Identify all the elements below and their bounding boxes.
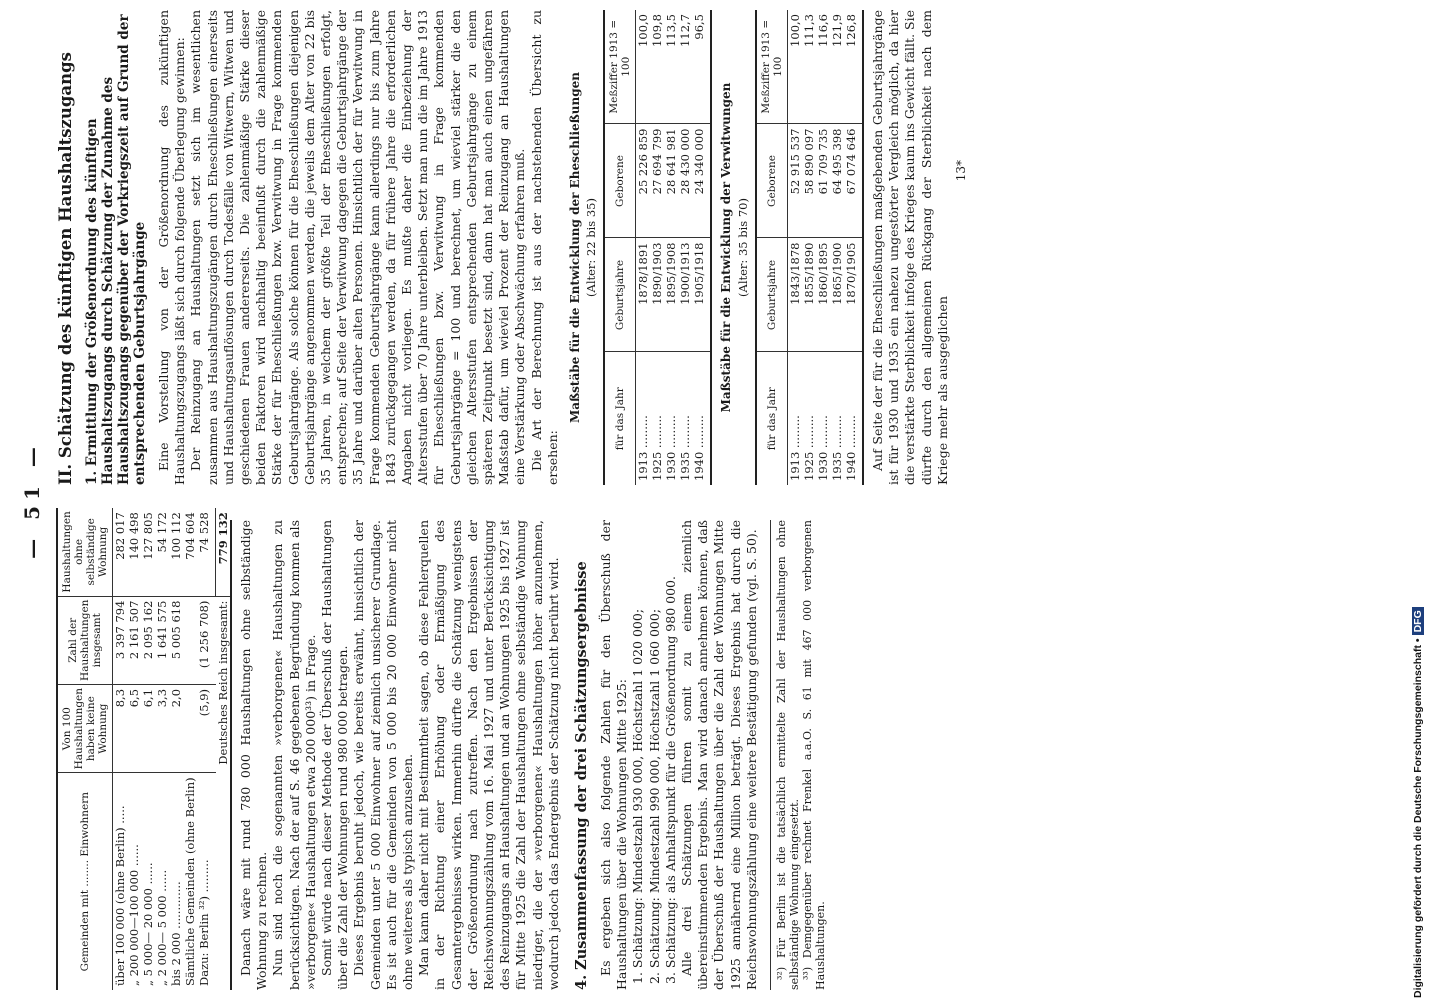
page-number: — 51 — bbox=[20, 441, 44, 559]
table2-cell: 28 641 981 bbox=[664, 124, 678, 238]
marriages-table bbox=[603, 10, 712, 485]
right-para-4: Auf Seite der für die Eheschließungen maßgebenden Geburtsjahrgänge ist für 1930 und 1935 ein nahezu ungestörter Vergleich möglich, da hier die verstärkte Sterblichkeit infolge des Krieges kaum ins Gewicht fällt. Sie dürfte durch den allgemeinen Rückgang der Sterblichkeit nach dem Kriege mehr als ausgeglichen bbox=[869, 10, 950, 485]
right-para-3: Die Art der Berechnung ist aus der nachstehenden Übersicht zu ersehen: bbox=[528, 10, 560, 485]
table2-cell: 27 694 799 bbox=[650, 124, 664, 238]
estimate-2: 2. Schätzung: Mindestzahl 990 000, Höchstzahl 1 060 000; bbox=[646, 608, 662, 984]
table2-subcaption: (Alter: 22 bis 35) bbox=[584, 198, 599, 297]
table1-cell: 100 112 bbox=[169, 508, 183, 596]
table3-cell: 100,0 bbox=[787, 10, 802, 124]
table2-cell: 1895/1908 bbox=[664, 238, 678, 352]
table3-cell: 126,8 bbox=[844, 10, 862, 124]
table1-cell: „ 5 000— 20 000 ...... bbox=[141, 862, 155, 986]
left-para-2: Nun sind noch die sogenannten »verborgenen« Haushaltungen zu berücksichtigen. Nach der auf S. 46 gegebenen Begründung kommen als »verborgene« Haushaltungen etwa 200 000³³) in Frage. bbox=[270, 520, 318, 990]
table1-header-0: Gemeinden mit ........ Einwohnern bbox=[57, 773, 113, 990]
table1-cell: 6,1 bbox=[141, 684, 155, 772]
left-para-5: Man kann daher nicht mit Bestimmtheit sagen, ob diese Fehlerquellen in der Richtung einer Erhöhung oder Ermäßigung des Gesamtergebnisses wirken. Immerhin dürfte die Schätzung wenigstens der Größenordnung nach zutreffen. Nach den Ergebnissen der Reichswohnungszählung vom 16. Mai 1927 und unter Berücksichtigung des Reinzugangs an Haushaltungen und an Wohnungen 1925 bis 1927 ist für Mitte 1925 die Zahl der Haushaltungen ohne selbständige Wohnung niedriger, die der »verborgenen« Haushaltungen höher anzunehmen, wodurch jedoch das Endergebnis der Schätzung nicht berührt wird. bbox=[416, 520, 561, 990]
table2-cell: 1890/1903 bbox=[650, 238, 664, 352]
table1-cell: 2,0 bbox=[169, 684, 183, 772]
table2-row bbox=[636, 10, 651, 485]
table2-header-1: Geburtsjahre bbox=[604, 238, 636, 352]
table2-cell: 1930 ......... bbox=[664, 415, 679, 481]
table2-row bbox=[692, 10, 710, 485]
table2-cell: 28 430 000 bbox=[678, 124, 692, 238]
table3-cell: 121,9 bbox=[830, 10, 844, 124]
table3-cell: 1913 ......... bbox=[787, 415, 802, 481]
table1-cell: 8,3 bbox=[113, 684, 128, 772]
table1-cell: 282 017 bbox=[113, 508, 128, 596]
table1-cell: 140 498 bbox=[127, 508, 141, 596]
rotated-page bbox=[20, 10, 1410, 990]
table1-row bbox=[127, 508, 141, 990]
table2-cell: 96,5 bbox=[692, 10, 710, 124]
table3-cell: 1925 ......... bbox=[801, 415, 816, 481]
table3-header-1: Geburtsjahre bbox=[756, 238, 788, 352]
table3-cell: 52 915 537 bbox=[787, 124, 802, 238]
table3-row bbox=[830, 10, 844, 485]
table1-row bbox=[169, 508, 183, 990]
table2-cell: 1925 ......... bbox=[650, 415, 665, 481]
table3-caption: Maßstäbe für die Entwicklung der Verwitwungen bbox=[719, 82, 734, 413]
table1-row bbox=[155, 508, 169, 990]
table3-cell: 1855/1890 bbox=[802, 238, 816, 352]
table3-header-3: Meßziffer 1913 = 100 bbox=[756, 10, 788, 124]
estimate-1: 1. Schätzung: Mindestzahl 930 000, Höchstzahl 1 020 000; bbox=[630, 608, 646, 984]
table2-cell: 1905/1918 bbox=[692, 238, 710, 352]
left-para-4: Dieses Ergebnis beruht jedoch, wie bereits erwähnt, hinsichtlich der Gemeinden unter 5 000 Einwohner auf ziemlich unsicherer Grundlage. Es ist auch für die Gemeinden von 5 000 bis 20 000 Einwohner nicht ohne weiteres als typisch anzusehen. bbox=[351, 520, 416, 990]
footnote-33: ³³) Demgegenüber rechnet Frenkel a.a.O. S. 61 mit 467 000 verborgenen Haushaltungen. bbox=[801, 520, 828, 990]
table1-row bbox=[183, 508, 197, 990]
table3-row bbox=[802, 10, 816, 485]
section-4-title: 4. Zusammenfassung der drei Schätzungsergebnisse bbox=[573, 561, 591, 990]
table1-cell: 2 095 162 bbox=[141, 596, 155, 684]
table1-cell: 2 161 507 bbox=[127, 596, 141, 684]
table1-cell: „ 2 000— 5 000 ...... bbox=[155, 869, 169, 986]
table1-row bbox=[141, 508, 155, 990]
table2-cell: 25 226 859 bbox=[636, 124, 651, 238]
table1-cell: Sämtliche Gemeinden (ohne Berlin) bbox=[183, 777, 197, 986]
table2-cell: 24 340 000 bbox=[692, 124, 710, 238]
table3-row bbox=[816, 10, 830, 485]
table1-cell: „ 200 000—100 000 ...... bbox=[127, 844, 141, 986]
table2-cell: 1900/1913 bbox=[678, 238, 692, 352]
table3-cell: 61 709 735 bbox=[816, 124, 830, 238]
table1-total-label: Deutsches Reich insgesamt: bbox=[215, 600, 230, 765]
table3-cell: 1935 ......... bbox=[829, 415, 844, 481]
table2-cell: 112,7 bbox=[678, 10, 692, 124]
table2-row bbox=[678, 10, 692, 485]
table1-row bbox=[113, 508, 128, 990]
table1-cell: 54 172 bbox=[155, 508, 169, 596]
table3-cell: 1843/1878 bbox=[787, 238, 802, 352]
table3-cell: 116,6 bbox=[816, 10, 830, 124]
table3-header-2: Geborene bbox=[756, 124, 788, 238]
sponsor-caption: Digitalisierung gefördert durch die Deutsche Forschungsgemeinschaft • bbox=[1412, 638, 1424, 998]
table3-row bbox=[787, 10, 802, 485]
table3-cell: 1870/1905 bbox=[844, 238, 862, 352]
table1-cell: 704 604 bbox=[183, 508, 197, 596]
table2-caption: Maßstäbe für die Entwicklung der Eheschließungen bbox=[568, 72, 583, 423]
left-para-1: Danach wäre mit rund 780 000 Haushaltungen ohne selbständige Wohnung zu rechnen. bbox=[238, 520, 270, 990]
table1-cell: 6,5 bbox=[127, 684, 141, 772]
table1-cell: 1 641 575 bbox=[155, 596, 169, 684]
table1-cell: über 100 000 (ohne Berlin) ..... bbox=[113, 805, 127, 986]
table2-cell: 100,0 bbox=[636, 10, 651, 124]
table2-cell: 113,5 bbox=[664, 10, 678, 124]
right-column bbox=[56, 10, 969, 485]
table3-cell: 111,3 bbox=[802, 10, 816, 124]
table3-header-0: für das Jahr bbox=[756, 352, 788, 485]
sponsor-text bbox=[1412, 8, 1424, 998]
sponsor-sidebar bbox=[1412, 8, 1430, 998]
section-2-title: II. Schätzung des künftigen Haushaltszugangs bbox=[56, 52, 75, 485]
table3-cell: 1865/1900 bbox=[830, 238, 844, 352]
table2-row bbox=[664, 10, 678, 485]
table1-cell: Dazu: Berlin ³²) ......... bbox=[197, 859, 212, 986]
table3-cell: 1930 ......... bbox=[815, 415, 830, 481]
table1-cell: (5,9) bbox=[197, 684, 216, 772]
table3-cell: 1860/1895 bbox=[816, 238, 830, 352]
dfg-logo: DFG bbox=[1412, 607, 1424, 635]
table1-cell: bis 2 000 ............. bbox=[169, 881, 183, 986]
table1-cell: 3,3 bbox=[155, 684, 169, 772]
table1-total-value: 779 132 bbox=[216, 508, 231, 596]
footnote-32: ³²) Für Berlin ist die tatsächlich ermittelte Zahl der Haushaltungen ohne selbständige Wohnung eingesetzt. bbox=[775, 520, 802, 990]
table1-header-2: Zahl der Haushaltungen insgesamt bbox=[57, 596, 113, 684]
table3-subcaption: (Alter: 35 bis 70) bbox=[735, 198, 750, 297]
right-para-1: Eine Vorstellung von der Größenordnung des zukünftigen Haushaltungszugangs läßt sich durch folgende Überlegung gewinnen: bbox=[156, 10, 188, 485]
table1-cell: (1 256 708) bbox=[197, 596, 216, 684]
table2-cell: 1940 ......... bbox=[692, 415, 707, 481]
right-para-2: Der Reinzugang an Haushaltungen setzt sich im wesentlichen zusammen aus Haushaltungszugängen durch Eheschließungen einerseits und Haushaltungsauflösungen durch Todesfälle von Witwern, Witwen und geschiedenen Frauen andererseits. Die zahlenmäßige Stärke dieser beiden Faktoren wird nachhaltig beeinflußt durch die zahlenmäßige Stärke der für Eheschließungen bzw. Verwitwung in Frage kommenden Geburtsjahrgänge. Als solche können für die Eheschließungen diejenigen Geburtsjahrgänge angenommen werden, die jeweils dem Alter von 22 bis 35 Jahren, in welchem der größte Teil der Eheschließungen erfolgt, entsprechen; auf Seite der Verwitwung dagegen die Geburtsjahrgänge der 35 Jahre und darüber alten Personen. Hinsichtlich der für Verwitwung in Frage kommenden Geburtsjahrgänge kann allerdings nur bis zum Jahre 1843 zurückgegangen werden, da für frühere Jahre die erforderlichen Angaben nicht vorliegen. Es mußte daher die Einbeziehung der Altersstufen über 70 Jahre unterbleiben. Setzt man nun die im Jahre 1913 für Eheschließungen bzw. Verwitwung in Frage kommenden Geburtsjahrgänge = 100 und berechnet, um wieviel stärker die den gleichen Altersstufen entsprechenden Geburtsjahrgänge zu einem späteren Zeitpunkt besetzt sind, dann hat man auch einen ungefähren Maßstab dafür, um wieviel Prozent der Reinzugang an Haushaltungen eine Verstärkung oder Abschwächung erfahren muß. bbox=[188, 10, 528, 485]
table2-cell: 109,8 bbox=[650, 10, 664, 124]
left-para-6: Es ergeben sich also folgende Zahlen für den Überschuß der Haushaltungen über die Wohnungen Mitte 1925: bbox=[598, 520, 630, 990]
households-table bbox=[56, 511, 232, 990]
table1-row bbox=[197, 508, 216, 990]
table1-cell: 74 528 bbox=[197, 508, 216, 596]
table3-cell: 1940 ......... bbox=[843, 415, 858, 481]
left-para-3: Somit würde nach dieser Methode der Überschuß der Haushaltungen über die Zahl der Wohnungen rund 980 000 betragen. bbox=[319, 520, 351, 990]
table2-header-0: für das Jahr bbox=[604, 352, 636, 485]
table2-cell: 1935 ......... bbox=[678, 415, 693, 481]
table2-row bbox=[650, 10, 664, 485]
table1-header-3: Haushaltungen ohne selbständige Wohnung bbox=[57, 508, 113, 596]
table1-cell bbox=[183, 596, 197, 684]
table2-cell: 1913 ......... bbox=[636, 415, 651, 481]
left-column bbox=[56, 511, 828, 990]
subsection-1-title: 1. Ermittlung der Größenordnung des künftigen Haushaltszugangs durch Schätzung der Zunahme des Haushaltszugangs gegenüber der Vorkriegszeit auf Grund der entsprechenden Geburtsjahrgänge bbox=[84, 14, 148, 485]
footnotes bbox=[770, 520, 827, 990]
left-para-7: Alle drei Schätzungen führen somit zu einem ziemlich übereinstimmenden Ergebnis. Man wird danach annehmen können, daß der Überschuß der Haushaltungen über die Zahl der Wohnungen Mitte 1925 annähernd eine Million beträgt. Dieses Ergebnis hat durch die Reichswohnungszählung eine weitere Bestätigung gefunden (vgl. S. 50). bbox=[679, 520, 759, 990]
table1-header-1: Von 100 Haushaltungen haben keine Wohnung bbox=[57, 684, 113, 772]
sheet-signature: 13* bbox=[953, 160, 968, 182]
estimate-3: 3. Schätzung: als Anhaltspunkt für die Größenordnung 980 000. bbox=[662, 576, 678, 984]
table1-cell: 5 005 618 bbox=[169, 596, 183, 684]
table1-cell: 127 805 bbox=[141, 508, 155, 596]
table2-header-2: Geborene bbox=[604, 124, 636, 238]
table3-row bbox=[844, 10, 862, 485]
table3-cell: 67 074 646 bbox=[844, 124, 862, 238]
table2-header-3: Meßziffer 1913 = 100 bbox=[604, 10, 636, 124]
table2-cell: 1878/1891 bbox=[636, 238, 651, 352]
table3-cell: 64 495 398 bbox=[830, 124, 844, 238]
widowhood-table bbox=[755, 10, 864, 485]
table3-cell: 58 890 097 bbox=[802, 124, 816, 238]
table1-cell: 3 397 794 bbox=[113, 596, 128, 684]
table1-cell bbox=[183, 684, 197, 772]
